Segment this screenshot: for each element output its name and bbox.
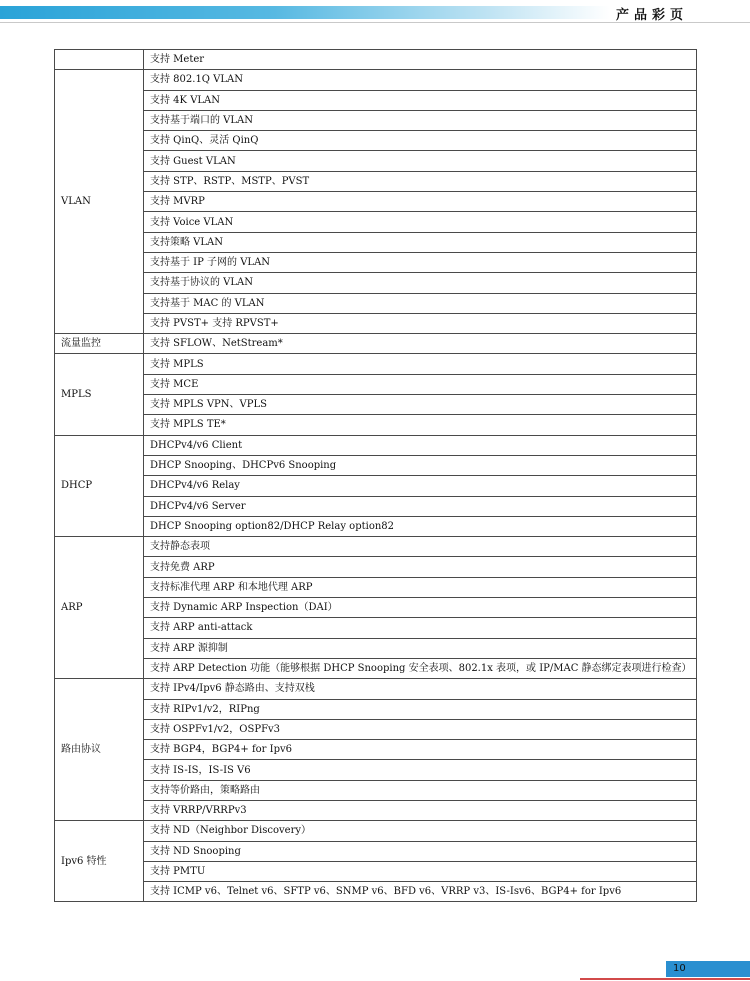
spec-row xyxy=(55,638,697,658)
spec-row xyxy=(55,354,697,374)
spec-row xyxy=(55,90,697,110)
spec-item-cell: 支持基于端口的 VLAN xyxy=(144,110,697,130)
spec-row xyxy=(55,516,697,536)
spec-item-cell: 支持静态表项 xyxy=(144,537,697,557)
spec-row xyxy=(55,293,697,313)
footer-accent-line xyxy=(580,978,750,980)
spec-row xyxy=(55,740,697,760)
spec-item-cell: 支持 ND Snooping xyxy=(144,841,697,861)
spec-item-cell: DHCP Snooping option82/DHCP Relay option82 xyxy=(144,516,697,536)
spec-row xyxy=(55,861,697,881)
spec-item-cell: 支持免费 ARP xyxy=(144,557,697,577)
spec-item-cell: 支持 Dynamic ARP Inspection（DAI） xyxy=(144,598,697,618)
spec-row xyxy=(55,131,697,151)
spec-row xyxy=(55,192,697,212)
spec-category-cell xyxy=(55,50,144,70)
spec-item-cell: 支持 ARP Detection 功能（能够根据 DHCP Snooping 安全表项、802.1x 表项，或 IP/MAC 静态绑定表项进行检查） xyxy=(144,658,697,678)
spec-category-cell: 路由协议 xyxy=(55,679,144,821)
spec-row xyxy=(55,476,697,496)
spec-item-cell: DHCP Snooping、DHCPv6 Snooping xyxy=(144,455,697,475)
spec-row xyxy=(55,50,697,70)
spec-row xyxy=(55,273,697,293)
spec-item-cell: 支持 MCE xyxy=(144,374,697,394)
spec-row xyxy=(55,618,697,638)
spec-item-cell: 支持 IPv4/Ipv6 静态路由、支持双栈 xyxy=(144,679,697,699)
spec-row xyxy=(55,70,697,90)
spec-row xyxy=(55,841,697,861)
spec-item-cell: 支持 Guest VLAN xyxy=(144,151,697,171)
spec-item-cell: 支持 PMTU xyxy=(144,861,697,881)
spec-row xyxy=(55,598,697,618)
spec-item-cell: 支持基于协议的 VLAN xyxy=(144,273,697,293)
spec-row xyxy=(55,395,697,415)
spec-item-cell: 支持 STP、RSTP、MSTP、PVST xyxy=(144,171,697,191)
page-header-title: 产品彩页 xyxy=(616,8,689,23)
spec-category-cell: MPLS xyxy=(55,354,144,435)
spec-item-cell: DHCPv4/v6 Client xyxy=(144,435,697,455)
spec-category-cell: Ipv6 特性 xyxy=(55,821,144,902)
spec-row xyxy=(55,719,697,739)
spec-item-cell: 支持 ICMP v6、Telnet v6、SFTP v6、SNMP v6、BFD v6、VRRP v3、IS-Isv6、BGP4+ for Ipv6 xyxy=(144,882,697,902)
spec-row xyxy=(55,760,697,780)
spec-table xyxy=(54,49,697,902)
spec-item-cell: 支持 4K VLAN xyxy=(144,90,697,110)
spec-row xyxy=(55,374,697,394)
spec-row xyxy=(55,496,697,516)
spec-category-cell: DHCP xyxy=(55,435,144,536)
spec-row xyxy=(55,415,697,435)
spec-row xyxy=(55,699,697,719)
spec-row xyxy=(55,313,697,333)
spec-item-cell: 支持 MPLS xyxy=(144,354,697,374)
spec-item-cell: 支持 IS-IS，IS-IS V6 xyxy=(144,760,697,780)
spec-row xyxy=(55,232,697,252)
spec-row xyxy=(55,537,697,557)
spec-category-cell: ARP xyxy=(55,537,144,679)
spec-item-cell: 支持 ARP 源抑制 xyxy=(144,638,697,658)
spec-row xyxy=(55,252,697,272)
spec-row xyxy=(55,212,697,232)
spec-item-cell: 支持 MPLS TE* xyxy=(144,415,697,435)
spec-item-cell: 支持等价路由，策略路由 xyxy=(144,780,697,800)
spec-row xyxy=(55,557,697,577)
header-accent-bar xyxy=(0,6,610,19)
spec-row xyxy=(55,110,697,130)
spec-row xyxy=(55,334,697,354)
spec-row xyxy=(55,455,697,475)
spec-item-cell: 支持 Voice VLAN xyxy=(144,212,697,232)
spec-row xyxy=(55,800,697,820)
spec-category-cell: VLAN xyxy=(55,70,144,334)
page-number: 10 xyxy=(673,963,686,974)
spec-row xyxy=(55,821,697,841)
spec-item-cell: 支持 BGP4，BGP4+ for Ipv6 xyxy=(144,740,697,760)
spec-row xyxy=(55,658,697,678)
spec-category-cell: 流量监控 xyxy=(55,334,144,354)
spec-item-cell: 支持 PVST+ 支持 RPVST+ xyxy=(144,313,697,333)
spec-item-cell: 支持 VRRP/VRRPv3 xyxy=(144,800,697,820)
spec-item-cell: 支持标准代理 ARP 和本地代理 ARP xyxy=(144,577,697,597)
spec-item-cell: 支持 MPLS VPN、VPLS xyxy=(144,395,697,415)
spec-item-cell: 支持 ARP anti-attack xyxy=(144,618,697,638)
spec-row xyxy=(55,577,697,597)
spec-item-cell: 支持 ND（Neighbor Discovery） xyxy=(144,821,697,841)
spec-item-cell: 支持 QinQ、灵活 QinQ xyxy=(144,131,697,151)
spec-row xyxy=(55,435,697,455)
spec-row xyxy=(55,882,697,902)
spec-row xyxy=(55,171,697,191)
spec-item-cell: 支持策略 VLAN xyxy=(144,232,697,252)
spec-row xyxy=(55,151,697,171)
spec-item-cell: DHCPv4/v6 Server xyxy=(144,496,697,516)
spec-item-cell: 支持 Meter xyxy=(144,50,697,70)
spec-row xyxy=(55,679,697,699)
spec-item-cell: 支持 802.1Q VLAN xyxy=(144,70,697,90)
spec-item-cell: 支持 OSPFv1/v2，OSPFv3 xyxy=(144,719,697,739)
spec-row xyxy=(55,780,697,800)
spec-item-cell: DHCPv4/v6 Relay xyxy=(144,476,697,496)
spec-item-cell: 支持 RIPv1/v2，RIPng xyxy=(144,699,697,719)
spec-item-cell: 支持基于 IP 子网的 VLAN xyxy=(144,252,697,272)
spec-table-body xyxy=(55,50,697,902)
page-number-box xyxy=(666,961,750,977)
header-divider xyxy=(0,22,750,23)
spec-item-cell: 支持 SFLOW、NetStream* xyxy=(144,334,697,354)
spec-item-cell: 支持基于 MAC 的 VLAN xyxy=(144,293,697,313)
spec-item-cell: 支持 MVRP xyxy=(144,192,697,212)
